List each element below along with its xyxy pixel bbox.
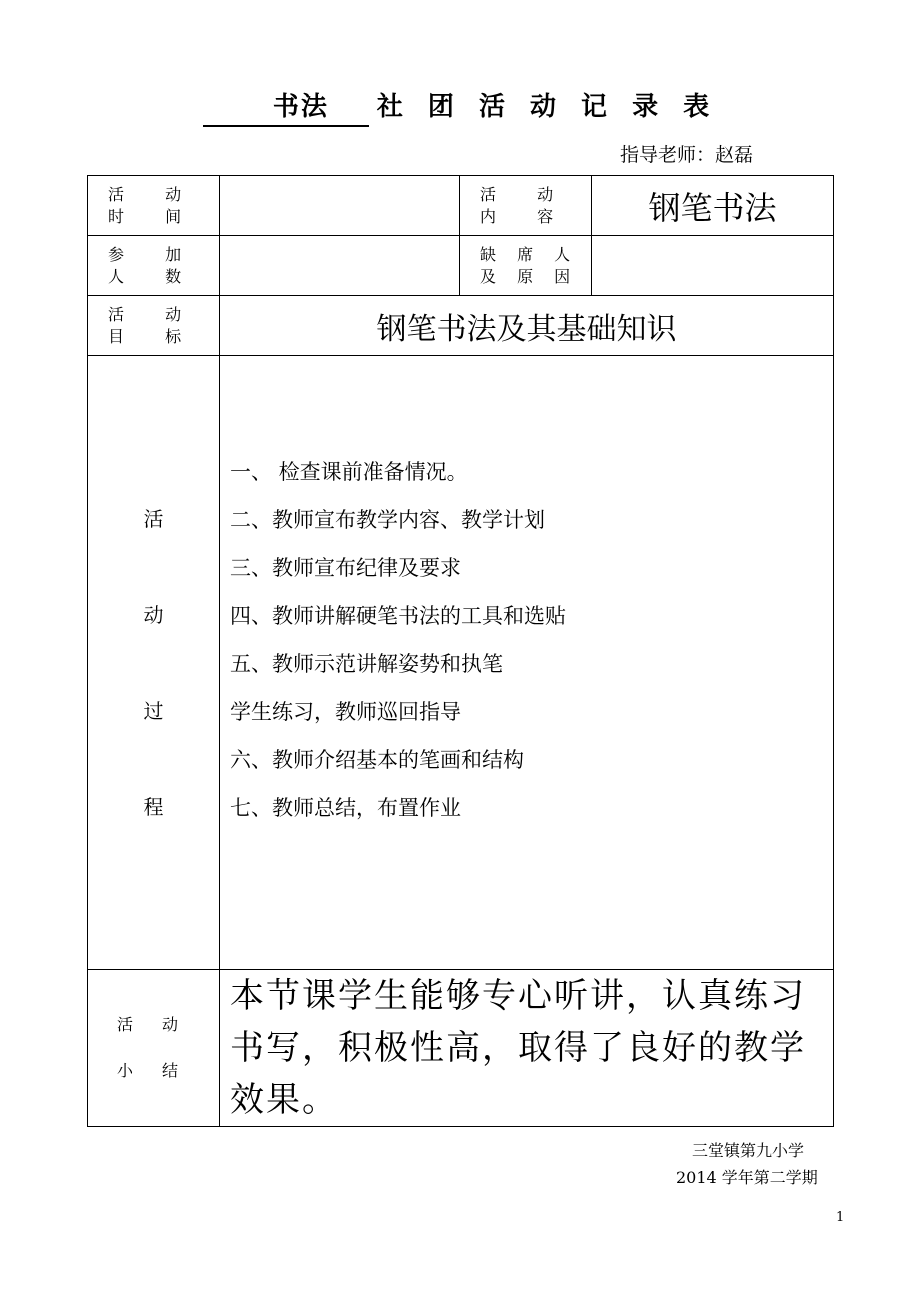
summary-value: 本节课学生能够专心听讲，认真练习书写，积极性高，取得了良好的教学效果。 <box>220 970 834 1127</box>
goal-label: 活 动 目 标 <box>88 296 220 356</box>
school-name: 三堂镇第九小学 <box>692 1141 805 1160</box>
list-item: 三、教师宣布纪律及要求 <box>230 556 461 580</box>
club-name: 书法 <box>203 86 369 127</box>
list-item: 六、教师介绍基本的笔画和结构 <box>230 748 524 772</box>
participants-value <box>220 236 460 296</box>
summary-label: 活 动 小 结 <box>88 970 220 1127</box>
participants-label: 参 加 人 数 <box>88 236 220 296</box>
absent-label: 缺 席 人 及 原 因 <box>460 236 592 296</box>
goal-value: 钢笔书法及其基础知识 <box>220 296 834 356</box>
time-value <box>220 176 460 236</box>
row-goal <box>88 296 834 356</box>
row-summary <box>88 970 834 1127</box>
absent-value <box>592 236 834 296</box>
process-steps <box>220 356 834 970</box>
term: 2014 学年第二学期 <box>676 1168 818 1187</box>
list-item: 一、 检查课前准备情况。 <box>230 460 468 484</box>
list-item: 五、教师示范讲解姿势和执笔 <box>230 652 503 676</box>
list-item: 七、教师总结，布置作业 <box>230 796 461 820</box>
content-label: 活 动 内 容 <box>460 176 592 236</box>
teacher-name: 指导老师：赵磊 <box>620 144 754 166</box>
list-item: 学生练习，教师巡回指导 <box>230 700 461 724</box>
process-label: 活 动 过 程 <box>88 356 220 970</box>
list-item: 四、教师讲解硬笔书法的工具和选贴 <box>230 604 566 628</box>
row-process <box>88 356 834 970</box>
record-table <box>87 175 834 1127</box>
title-rest: 社 团 活 动 记 录 表 <box>376 92 718 122</box>
list-item: 二、教师宣布教学内容、教学计划 <box>230 508 545 532</box>
row-participants-absent <box>88 236 834 296</box>
row-time-content <box>88 176 834 236</box>
page-title <box>0 86 920 127</box>
page-number: 1 <box>836 1210 845 1225</box>
content-value: 钢笔书法 <box>592 176 834 236</box>
time-label: 活 动 时 间 <box>88 176 220 236</box>
